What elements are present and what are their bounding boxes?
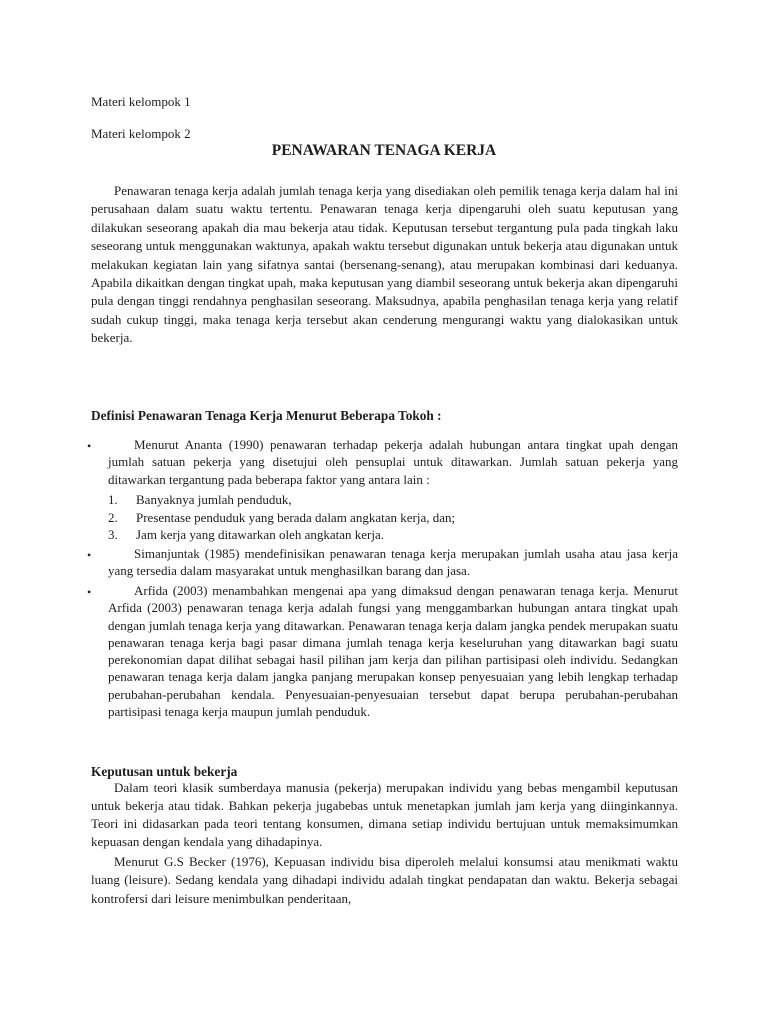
definisi-item-2 <box>108 545 678 580</box>
keputusan-heading: Keputusan untuk bekerja <box>91 764 238 779</box>
intro-paragraph: Penawaran tenaga kerja adalah jumlah tenaga kerja yang disediakan oleh pemilik tenaga kerja dalam hal ini perusahaan dalam suatu waktu tertentu. Penawaran tenaga kerja dipengaruhi oleh suatu keputusan yang dilakukan seseorang apakah dia mau bekerja atau tidak. Keputusan tersebut tergantung pula pada tingkah laku seseorang untuk menggunakan waktunya, apakah waktu tersebut digunakan untuk bekerja atau digunakan untuk melakukan kegiatan lain yang sifatnya santai (bersenang-senang), atau merupakan kombinasi dari keduanya. Apabila dikaitkan dengan tingkat upah, maka keputusan yang diambil seseorang untuk bekerja akan dipengaruhi pula dengan tinggi rendahnya penghasilan seseorang. Maksudnya, apabila penghasilan tenaga kerja yang relatif sudah cukup tinggi, maka tenaga kerja tersebut akan cenderung mengurangi waktu yang dialokasikan untuk bekerja. <box>91 183 678 346</box>
bullet-icon: • <box>87 585 92 599</box>
factor-text: Banyaknya jumlah penduduk, <box>136 492 292 507</box>
keputusan-paragraph-1: Dalam teori klasik sumberdaya manusia (pekerja) merupakan individu yang bebas mengambil keputusan untuk bekerja atau tidak. Bahkan pekerja jugabebas untuk menetapkan jumlah jam kerja yang diinginkannya. Teori ini didasarkan pada teori tentang konsumen, dimana setiap individu bertujuan untuk memaksimumkan kepuasan dengan kendala yang dihadapinya. <box>91 780 678 850</box>
header-line-1: Materi kelompok 1 <box>91 94 191 109</box>
definisi-item-3 <box>108 582 678 720</box>
factor-list <box>108 491 455 544</box>
factor-text: Presentase penduduk yang berada dalam angkatan kerja, dan; <box>136 509 456 525</box>
definisi-item-text: Menurut Ananta (1990) penawaran terhadap pekerja adalah hubungan antara tingkat upah dengan jumlah satuan pekerja yang disetujui oleh pensuplai untuk ditawarkan. Jumlah satuan pekerja yang ditawarkan tergantung pada beberapa faktor yang antara lain : <box>108 437 678 487</box>
factor-number: 1. <box>108 492 118 507</box>
bullet-icon: • <box>87 439 92 453</box>
definisi-heading: Definisi Penawaran Tenaga Kerja Menurut Beberapa Tokoh : <box>91 408 442 423</box>
factor-item-1 <box>108 491 455 509</box>
header-line-2: Materi kelompok 2 <box>91 126 191 141</box>
definisi-item-1 <box>108 436 678 488</box>
factor-item-2 <box>108 509 455 527</box>
factor-item-3 <box>108 526 455 544</box>
definisi-item-text: Arfida (2003) menambahkan mengenai apa yang dimaksud dengan penawaran tenaga kerja. Menurut Arfida (2003) penawaran tenaga kerja adalah fungsi yang menggambarkan hubungan antara tingkat upah dengan jumlah tenaga kerja yang ditawarkan. Penawaran tenaga kerja dalam jangka pendek merupakan suatu penawaran tenaga kerja bagi pasar dimana jumlah tenaga kerja keseluruhan yang ditawarkan bagi suatu perekonomian dapat dilihat sebagai hasil pilihan jam kerja dan pilihan partisipasi oleh individu. Sedangkan penawaran tenaga kerja dalam jangka panjang merupakan konsep penyesuaian yang lebih lengkap terhadap perubahan-perubahan kendala. Penyesuaian-penyesuaian tersebut dapat berupa perubahan-perubahan partisipasi tenaga kerja maupun jumlah penduduk. <box>108 583 678 720</box>
factor-number: 3. <box>108 527 118 542</box>
factor-number: 2. <box>108 509 118 525</box>
keputusan-paragraph-2: Menurut G.S Becker (1976), Kepuasan individu bisa diperoleh melalui konsumsi atau menikmati waktu luang (leisure). Sedang kendala yang dihadapi individu adalah tingkat pendapatan dan waktu. Bekerja sebagai kontrofersi dari leisure menimbulkan penderitaan, <box>91 854 678 906</box>
factor-text: Jam kerja yang ditawarkan oleh angkatan kerja. <box>136 527 384 542</box>
definisi-item-text: Simanjuntak (1985) mendefinisikan penawaran tenaga kerja merupakan jumlah usaha atau jasa kerja yang tersedia dalam masyarakat untuk menghasilkan barang dan jasa. <box>108 546 678 579</box>
document-title: PENAWARAN TENAGA KERJA <box>271 142 497 159</box>
bullet-icon: • <box>87 548 92 562</box>
